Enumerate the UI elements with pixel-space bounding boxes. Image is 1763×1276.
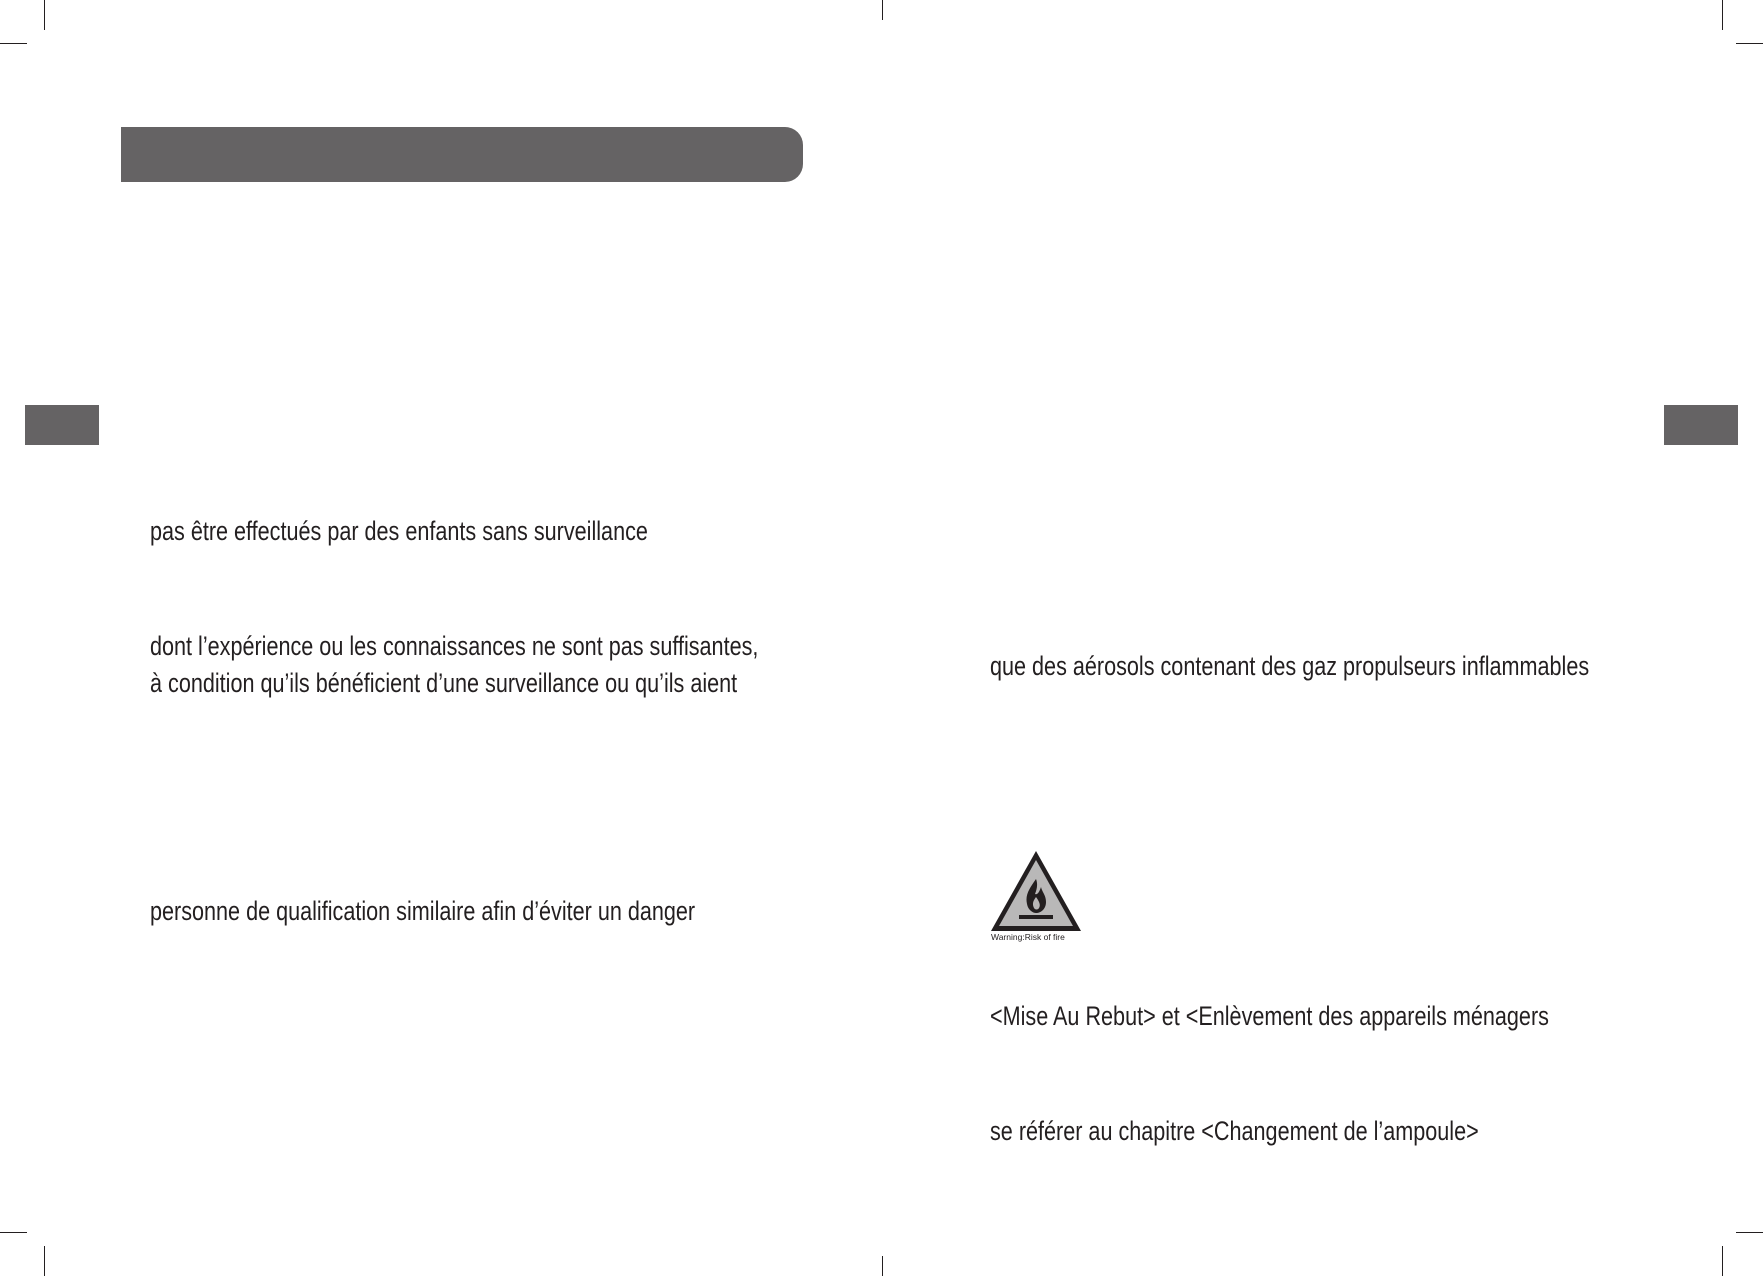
left-text-line: dont l’expérience ou les connaissances ne sont pas suffisantes, bbox=[150, 631, 759, 661]
right-text-line: se référer au chapitre <Changement de l’ampoule> bbox=[990, 1116, 1479, 1146]
section-header-bar bbox=[121, 127, 803, 182]
crop-mark bbox=[0, 1232, 27, 1233]
flammable-warning-icon bbox=[989, 849, 1083, 945]
crop-mark bbox=[0, 43, 27, 44]
crop-mark bbox=[1722, 1246, 1723, 1276]
left-text-line: à condition qu’ils bénéficient d’une surveillance ou qu’ils aient bbox=[150, 668, 738, 698]
left-text-line: pas être effectués par des enfants sans surveillance bbox=[150, 516, 648, 546]
left-text-line: personne de qualification similaire afin d’éviter un danger bbox=[150, 896, 696, 926]
right-text-line: que des aérosols contenant des gaz propulseurs inflammables bbox=[990, 651, 1590, 681]
crop-mark bbox=[1722, 0, 1723, 30]
right-section-tab bbox=[1664, 405, 1738, 445]
left-section-tab bbox=[25, 405, 99, 445]
right-text-line: <Mise Au Rebut> et <Enlèvement des appareils ménagers bbox=[990, 1001, 1549, 1031]
crop-mark bbox=[44, 0, 45, 30]
crop-mark bbox=[44, 1246, 45, 1276]
crop-mark bbox=[882, 1256, 883, 1276]
crop-mark bbox=[882, 0, 883, 20]
crop-mark bbox=[1736, 1232, 1763, 1233]
crop-mark bbox=[1736, 43, 1763, 44]
warning-caption: Warning:Risk of fire bbox=[991, 932, 1065, 942]
